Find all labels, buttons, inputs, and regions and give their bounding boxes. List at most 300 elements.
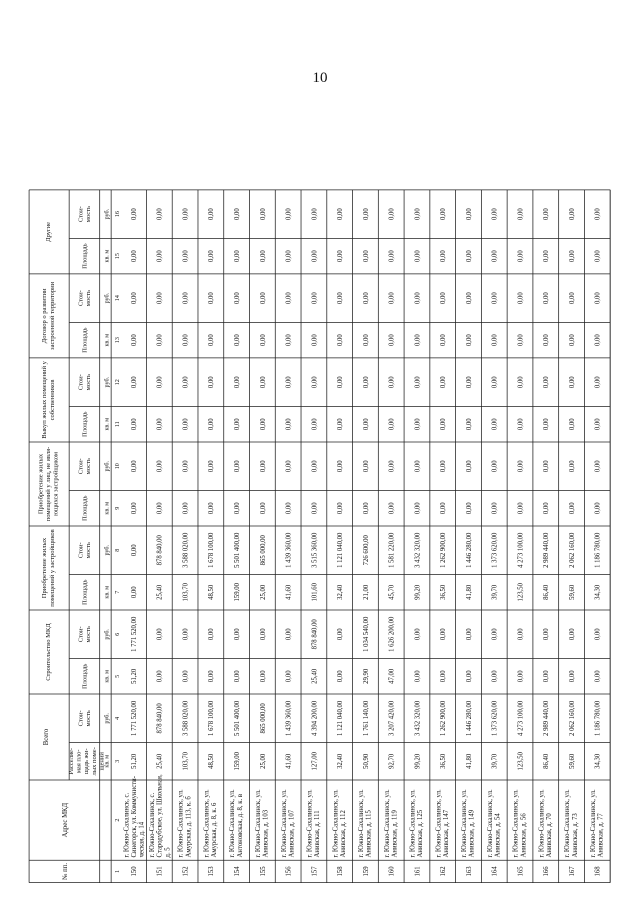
row-value: 3 588 020,00	[182, 700, 190, 736]
row-value: 0,00	[362, 208, 370, 221]
row-value: 0,00	[130, 376, 138, 389]
header-acquisition-new: Приобретение жилыхпомещений у застройщиков	[41, 529, 56, 607]
column-number-2: 2	[114, 818, 121, 822]
row-address: г. Южно-Сахалинск, ул.Анивская, д. 149	[461, 789, 476, 858]
column-number-7: 7	[114, 590, 121, 594]
row-value: 3 432 320,00	[414, 532, 422, 568]
row-value: 0,00	[594, 418, 602, 431]
row-value: 0,00	[208, 208, 216, 221]
row-value: 0,00	[311, 502, 319, 515]
row-value: 5 501 400,00	[233, 532, 242, 568]
row-value: 0,00	[517, 460, 525, 473]
row-address: г. Южно-Сахалинск, ул.Анивская, д. 147	[435, 789, 450, 858]
row-value: 0,00	[285, 670, 293, 683]
row-value: 0,00	[388, 418, 396, 431]
row-value: 0,00	[414, 502, 422, 515]
row-value: 0,00	[311, 208, 319, 221]
row-value: 865 000,00	[259, 703, 267, 734]
row-value: 0,00	[440, 460, 448, 473]
row-value: 0,00	[311, 418, 319, 431]
row-value: 0,00	[414, 670, 422, 683]
row-value: 1 626 200,00	[388, 616, 396, 652]
header-cost: Стои-мость	[77, 626, 93, 643]
row-value: 0,00	[414, 292, 422, 305]
row-value: 0,00	[491, 292, 499, 305]
row-value: 86,40	[543, 753, 551, 769]
row-value: 0,00	[337, 418, 345, 431]
row-value: 0,00	[568, 292, 576, 305]
row-value: 0,00	[130, 292, 138, 305]
row-value: 0,00	[594, 208, 602, 221]
row-value: 0,00	[259, 376, 267, 389]
row-value: 1 446 280,00	[465, 532, 473, 568]
row-value: 0,00	[130, 250, 138, 263]
row-value: 0,00	[156, 670, 164, 683]
row-value: 0,00	[594, 292, 602, 305]
row-value: 2 989 440,00	[543, 700, 551, 736]
column-number-13: 13	[114, 337, 121, 344]
row-value: 99,20	[414, 753, 422, 769]
row-value: 0,00	[440, 376, 448, 389]
row-value: 0,00	[388, 208, 396, 221]
row-value: 0,00	[543, 502, 551, 515]
row-number: 151	[156, 866, 164, 877]
row-value: 0,00	[285, 376, 293, 389]
row-value: 21,00	[362, 584, 370, 600]
header-total: Всего	[43, 728, 51, 746]
row-value: 2 989 440,00	[543, 532, 551, 568]
row-value: 0,00	[208, 292, 216, 305]
row-value: 0,00	[543, 250, 551, 263]
row-value: 0,00	[465, 208, 473, 221]
row-value: 39,70	[491, 584, 499, 600]
header-number: № пп.	[62, 862, 70, 880]
header-cost: Стои-мость	[77, 542, 93, 559]
row-value: 0,00	[285, 628, 293, 641]
row-number: 164	[491, 866, 499, 877]
row-value: 0,00	[362, 250, 370, 263]
row-value: 1 678 100,00	[208, 532, 216, 568]
row-value: 0,00	[259, 208, 267, 221]
row-value: 0,00	[414, 628, 422, 641]
row-value: 0,00	[465, 628, 473, 641]
row-value: 0,00	[491, 502, 499, 515]
row-value: 29,90	[362, 668, 370, 684]
column-number-4: 4	[114, 716, 121, 720]
row-value: 0,00	[182, 334, 190, 347]
row-value: 0,00	[233, 460, 242, 473]
column-number-16: 16	[114, 211, 121, 218]
row-value: 0,00	[414, 250, 422, 263]
row-value: 0,00	[337, 208, 345, 221]
row-value: 0,00	[311, 460, 319, 473]
row-value: 0,00	[208, 250, 216, 263]
row-value: 0,00	[233, 250, 242, 263]
row-number: 160	[388, 866, 396, 877]
row-value: 0,00	[208, 502, 216, 515]
row-value: 0,00	[388, 502, 396, 515]
row-value: 0,00	[517, 502, 525, 515]
row-value: 59,60	[568, 753, 576, 769]
row-value: 0,00	[259, 250, 267, 263]
row-value: 0,00	[337, 628, 345, 641]
header-address: Адрес МКД	[62, 802, 70, 838]
unit-area: кв. м	[104, 417, 111, 431]
row-value: 0,00	[440, 628, 448, 641]
row-value: 99,20	[414, 584, 422, 600]
row-value: 0,00	[568, 376, 576, 389]
row-value: 0,00	[285, 502, 293, 515]
header-construction: Строительство МКД	[45, 623, 53, 681]
row-value: 0,00	[568, 628, 576, 641]
row-value: 0,00	[388, 292, 396, 305]
header-acquisition-existing: Приобретение жилыхпомещений у лиц, не явля-ющихся застройщиком	[37, 446, 60, 522]
row-number: 158	[337, 866, 345, 877]
header-cost: Стои-мость	[77, 458, 93, 475]
row-value: 0,00	[440, 208, 448, 221]
row-value: 45,70	[388, 584, 396, 600]
column-number-6: 6	[114, 632, 121, 636]
row-number: 153	[208, 866, 216, 877]
row-value: 32,40	[337, 753, 345, 769]
row-value: 3 207 420,00	[388, 700, 396, 736]
row-value: 5 501 400,00	[233, 700, 242, 736]
row-value: 0,00	[517, 418, 525, 431]
row-value: 0,00	[182, 208, 190, 221]
row-value: 0,00	[337, 502, 345, 515]
row-number: 152	[182, 866, 190, 877]
row-value: 1 761 140,00	[362, 700, 370, 736]
row-value: 0,00	[414, 208, 422, 221]
row-value: 0,00	[233, 208, 242, 221]
row-number: 165	[517, 866, 525, 877]
row-number: 150	[130, 866, 138, 877]
row-value: 0,00	[594, 250, 602, 263]
row-address: г. Южно-Сахалинск, с.Синегорск, ул. Коммунисти-ческая, д. 14	[123, 776, 146, 858]
row-value: 0,00	[285, 334, 293, 347]
row-value: 0,00	[233, 376, 242, 389]
row-value: 0,00	[259, 460, 267, 473]
row-value: 34,30	[594, 584, 602, 600]
row-value: 4 273 100,00	[517, 700, 525, 736]
row-value: 0,00	[130, 418, 138, 431]
column-number-12: 12	[114, 379, 121, 386]
row-value: 0,00	[233, 292, 242, 305]
row-address: г. Южно-Сахалинск, ул.Анивская, д. 112	[332, 789, 347, 858]
row-value: 0,00	[517, 208, 525, 221]
row-value: 0,00	[182, 628, 190, 641]
row-value: 0,00	[156, 628, 164, 641]
row-value: 48,50	[208, 584, 216, 600]
row-value: 0,00	[362, 376, 370, 389]
row-value: 0,00	[233, 670, 242, 683]
row-value: 0,00	[208, 628, 216, 641]
row-address: г. Южно-Сахалинск, ул.Анивская, д. 54	[486, 789, 502, 858]
row-value: 0,00	[388, 376, 396, 389]
row-number: 163	[465, 866, 473, 877]
row-value: 0,00	[388, 460, 396, 473]
unit-area: кв. м	[104, 333, 111, 347]
row-value: 159,00	[233, 583, 242, 602]
row-value: 103,70	[182, 752, 190, 771]
row-value: 0,00	[491, 460, 499, 473]
row-value: 0,00	[568, 250, 576, 263]
header-other: Другие	[45, 221, 53, 242]
row-address: г. Южно-Сахалинск, ул.Анивская, д. 56	[512, 789, 528, 858]
row-value: 0,00	[594, 460, 602, 473]
row-value: 0,00	[311, 334, 319, 347]
row-value: 34,30	[594, 753, 602, 769]
row-value: 0,00	[465, 250, 473, 263]
row-value: 1 771 520,00	[130, 616, 138, 652]
column-number-15: 15	[114, 253, 121, 260]
row-value: 0,00	[130, 334, 138, 347]
row-value: 726 600,00	[362, 535, 370, 566]
row-value: 0,00	[208, 460, 216, 473]
row-value: 0,00	[465, 292, 473, 305]
row-value: 0,00	[337, 460, 345, 473]
row-number: 161	[414, 866, 422, 877]
row-value: 0,00	[465, 334, 473, 347]
row-value: 0,00	[491, 628, 499, 641]
row-value: 39,70	[491, 753, 499, 769]
row-value: 1 373 620,00	[491, 532, 499, 568]
row-value: 0,00	[465, 460, 473, 473]
row-value: 0,00	[259, 334, 267, 347]
row-value: 1 262 900,00	[440, 700, 448, 736]
row-value: 0,00	[208, 670, 216, 683]
unit-rub: руб.	[104, 292, 111, 304]
unit-rub: руб.	[104, 208, 111, 220]
row-value: 0,00	[285, 250, 293, 263]
row-value: 32,40	[337, 584, 345, 600]
row-value: 0,00	[259, 670, 267, 683]
row-value: 0,00	[414, 376, 422, 389]
header-cost: Стои-мость	[77, 710, 93, 727]
row-value: 41,60	[285, 753, 293, 769]
column-number-3: 3	[114, 759, 121, 763]
row-value: 1 439 360,00	[285, 700, 293, 736]
row-value: 0,00	[594, 628, 602, 641]
row-value: 0,00	[568, 460, 576, 473]
row-address: г. Южно-Сахалинск, ул.Амурская, д. 113, к. б	[177, 789, 193, 858]
column-number-9: 9	[114, 506, 121, 510]
row-value: 51,20	[130, 668, 138, 684]
row-value: 878 840,00	[156, 703, 164, 734]
row-value: 0,00	[130, 586, 138, 599]
row-number: 168	[594, 866, 602, 877]
row-value: 36,50	[440, 753, 448, 769]
row-value: 0,00	[156, 376, 164, 389]
row-value: 0,00	[130, 208, 138, 221]
row-address: г. Южно-Сахалинск, ул.Анивская, д. 103	[254, 789, 270, 858]
row-value: 0,00	[491, 250, 499, 263]
column-number-14: 14	[114, 295, 121, 302]
header-area: Площадь	[81, 243, 89, 269]
row-value: 3 588 020,00	[182, 532, 190, 568]
row-value: 48,50	[208, 753, 216, 769]
row-value: 0,00	[543, 418, 551, 431]
unit-rub: руб.	[104, 545, 111, 556]
row-value: 0,00	[182, 502, 190, 515]
row-value: 0,00	[233, 334, 242, 347]
rotated-table-container	[10, 47, 621, 892]
column-number-5: 5	[114, 674, 121, 678]
row-value: 41,80	[465, 753, 473, 769]
row-value: 0,00	[259, 628, 267, 641]
header-cost: Стои-мость	[77, 374, 93, 391]
unit-area: кв. м	[104, 585, 111, 599]
row-value: 0,00	[182, 292, 190, 305]
row-value: 1 034 540,00	[362, 616, 370, 652]
row-value: 0,00	[491, 334, 499, 347]
row-value: 127,00	[311, 752, 319, 771]
row-address: г. Южно-Сахалинск, ул.Анивская, д. 115	[358, 789, 373, 858]
row-value: 0,00	[362, 460, 370, 473]
row-value: 0,00	[285, 418, 293, 431]
header-buyout: Выкуп жилых помещений усобственников	[41, 361, 56, 439]
row-value: 0,00	[208, 418, 216, 431]
row-value: 878 840,00	[156, 535, 164, 566]
row-value: 1 771 520,00	[130, 700, 138, 736]
row-value: 1 678 100,00	[208, 700, 216, 736]
column-number-11: 11	[114, 421, 121, 428]
column-number-1: 1	[114, 869, 121, 873]
row-value: 0,00	[362, 502, 370, 515]
row-value: 3 432 320,00	[414, 700, 422, 736]
row-value: 0,00	[285, 208, 293, 221]
row-value: 25,40	[156, 584, 164, 600]
row-value: 0,00	[156, 250, 164, 263]
row-address: г. Южно-Сахалинск, с.Стародубское, ул. Школьная,д. 5	[149, 774, 172, 858]
row-value: 0,00	[233, 628, 242, 641]
row-value: 25,00	[259, 753, 267, 769]
row-value: 0,00	[491, 208, 499, 221]
row-value: 0,00	[465, 670, 473, 683]
row-value: 1 446 280,00	[465, 700, 473, 736]
row-value: 0,00	[311, 250, 319, 263]
header-area: Площадь	[81, 327, 89, 353]
row-value: 0,00	[156, 208, 164, 221]
row-value: 0,00	[337, 334, 345, 347]
row-value: 92,70	[388, 753, 396, 769]
row-value: 0,00	[259, 502, 267, 515]
column-number-10: 10	[114, 463, 121, 470]
row-value: 0,00	[285, 460, 293, 473]
row-value: 0,00	[568, 334, 576, 347]
row-value: 0,00	[182, 670, 190, 683]
header-resettled-area: Расселяе-мая пло-щадь жи-лых поме-щений	[67, 747, 106, 776]
row-value: 36,50	[440, 584, 448, 600]
row-value: 0,00	[517, 670, 525, 683]
row-value: 0,00	[259, 418, 267, 431]
row-value: 878 840,00	[311, 619, 319, 650]
row-value: 0,00	[517, 376, 525, 389]
row-value: 865 000,00	[259, 535, 267, 566]
row-value: 0,00	[156, 460, 164, 473]
row-number: 156	[285, 866, 293, 877]
header-area: Площадь	[81, 663, 89, 690]
row-value: 0,00	[156, 418, 164, 431]
row-value: 0,00	[311, 292, 319, 305]
unit-rub: руб.	[104, 629, 111, 640]
row-value: 3 515 360,00	[311, 532, 319, 568]
row-address: г. Южно-Сахалинск, ул.Анивская, д. 77	[589, 789, 605, 858]
row-value: 0,00	[568, 208, 576, 221]
row-value: 0,00	[594, 334, 602, 347]
row-value: 0,00	[543, 628, 551, 641]
row-number: 155	[259, 866, 267, 877]
column-number-8: 8	[114, 548, 121, 552]
row-address: г. Южно-Сахалинск, ул.Амурская, д. 8, к. 6	[203, 789, 219, 858]
row-value: 51,20	[130, 753, 138, 769]
row-value: 0,00	[362, 292, 370, 305]
row-value: 0,00	[182, 250, 190, 263]
row-value: 1 186 780,00	[594, 700, 602, 736]
row-value: 123,50	[517, 752, 525, 771]
unit-area: кв. м	[104, 669, 111, 683]
row-value: 0,00	[337, 376, 345, 389]
row-number: 166	[543, 866, 551, 877]
row-address: г. Южно-Сахалинск, ул.Анивская, д. 119	[383, 789, 399, 858]
row-value: 159,00	[233, 752, 242, 771]
row-value: 0,00	[465, 502, 473, 515]
row-address: г. Южно-Сахалинск, ул.Анивская, д. 73	[564, 789, 579, 858]
row-value: 0,00	[130, 460, 138, 473]
row-value: 0,00	[543, 334, 551, 347]
row-value: 0,00	[337, 670, 345, 683]
row-value: 50,90	[362, 753, 370, 769]
row-value: 1 186 780,00	[594, 532, 602, 568]
row-value: 0,00	[208, 334, 216, 347]
unit-rub: руб.	[104, 713, 111, 724]
row-value: 0,00	[568, 670, 576, 683]
row-value: 1 581 220,00	[388, 532, 396, 568]
row-value: 0,00	[440, 418, 448, 431]
row-value: 1 121 040,00	[337, 532, 345, 568]
row-value: 1 373 620,00	[491, 700, 499, 736]
row-number: 157	[311, 866, 319, 877]
row-value: 0,00	[233, 418, 242, 431]
unit-rub: руб.	[104, 376, 111, 388]
row-value: 0,00	[130, 502, 138, 515]
row-value: 0,00	[208, 376, 216, 389]
row-value: 41,80	[465, 584, 473, 600]
row-value: 0,00	[362, 334, 370, 347]
row-value: 0,00	[543, 208, 551, 221]
row-value: 0,00	[543, 376, 551, 389]
row-value: 0,00	[285, 292, 293, 305]
row-value: 0,00	[388, 334, 396, 347]
row-value: 25,00	[259, 584, 267, 600]
row-number: 154	[233, 866, 242, 877]
row-value: 0,00	[543, 460, 551, 473]
row-value: 0,00	[491, 670, 499, 683]
row-value: 1 262 900,00	[440, 532, 448, 568]
row-address: г. Южно-Сахалинск, ул.Анивская, д. 111	[306, 789, 322, 858]
row-value: 4 394 200,00	[311, 700, 319, 736]
row-value: 0,00	[594, 376, 602, 389]
row-number: 159	[362, 866, 370, 877]
row-value: 0,00	[388, 250, 396, 263]
page-number: 10	[312, 70, 328, 86]
row-value: 0,00	[491, 376, 499, 389]
row-value: 1 439 360,00	[285, 532, 293, 568]
row-value: 0,00	[543, 670, 551, 683]
row-value: 0,00	[182, 460, 190, 473]
unit-area: кв. м	[104, 754, 111, 768]
row-value: 0,00	[594, 502, 602, 515]
